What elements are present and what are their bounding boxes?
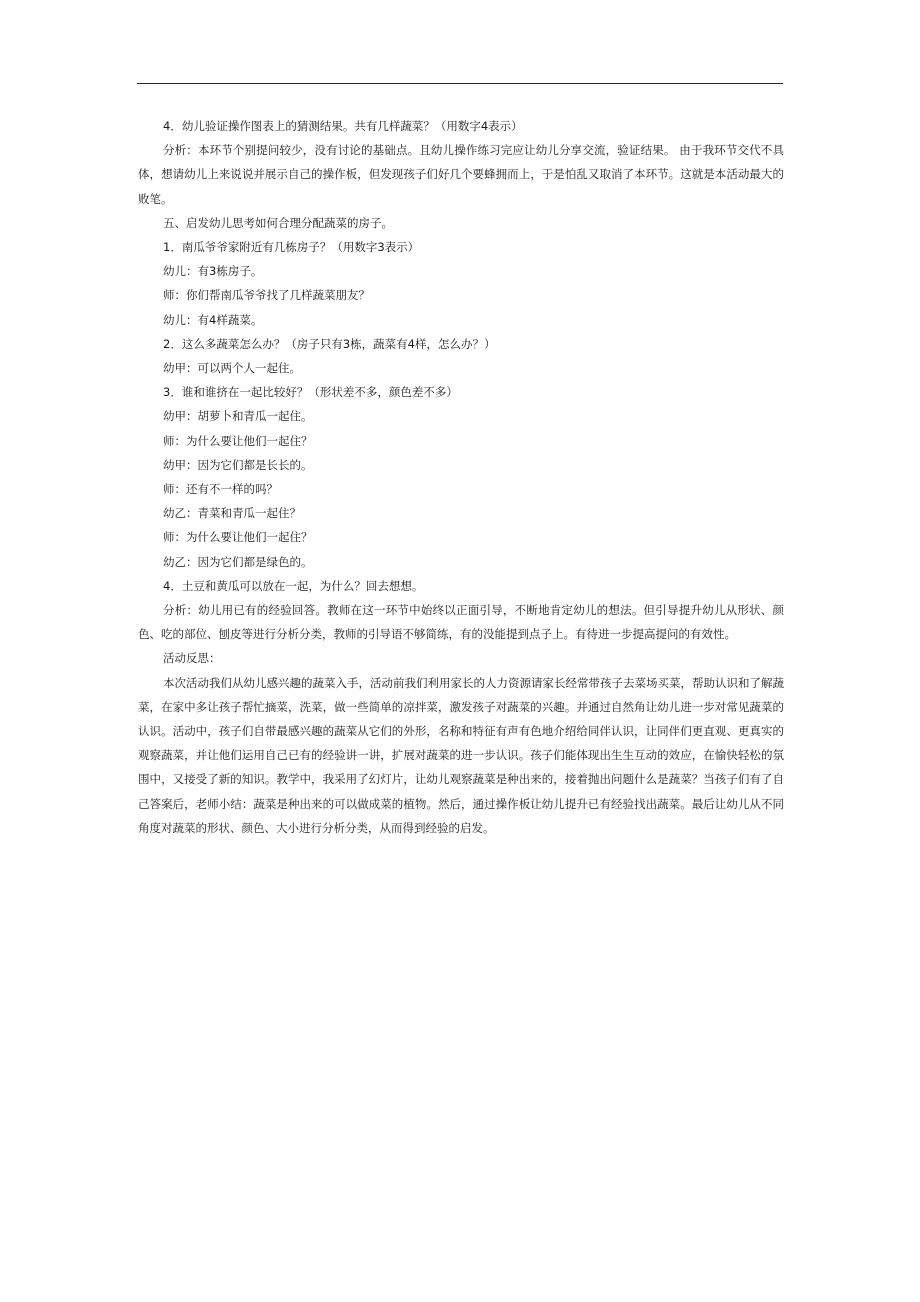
paragraph-question-4: 4．土豆和黄瓜可以放在一起，为什么？回去想想。 bbox=[163, 578, 424, 593]
paragraph-dialogue-3: 幼儿：有4样蔬菜。 bbox=[163, 312, 263, 327]
paragraph-dialogue-4: 幼甲：可以两个人一起住。 bbox=[163, 361, 301, 376]
paragraph-section-5-heading: 五、启发幼儿思考如何合理分配蔬菜的房子。 bbox=[163, 215, 393, 230]
paragraph-dialogue-10: 师：为什么要让他们一起住？ bbox=[163, 530, 313, 545]
paragraph-dialogue-7: 幼甲：因为它们都是长长的。 bbox=[163, 457, 313, 472]
paragraph-dialogue-6: 师：为什么要让他们一起住？ bbox=[163, 433, 313, 448]
paragraph-question-3: 3．谁和谁挤在一起比较好？（形状差不多，颜色差不多） bbox=[163, 385, 458, 400]
paragraph-question-2: 2．这么多蔬菜怎么办？（房子只有3栋，蔬菜有4样，怎么办？） bbox=[163, 336, 496, 351]
paragraph-step-4-verify: 4．幼儿验证操作图表上的猜测结果。共有几样蔬菜？（用数字4表示） bbox=[163, 119, 523, 133]
paragraph-question-1: 1．南瓜爷爷家附近有几栋房子？（用数字3表示） bbox=[163, 240, 420, 255]
paragraph-analysis-1: 分析：本环节个别提问较少，没有讨论的基础点。且幼儿操作练习完应让幼儿分享交流，验证结果。 由于我环节交代不具体，想请幼儿上来说说并展示自己的操作板，但发现孩子们好几个要蜂拥而上，于是怕乱又取消了本环节。这就是本活动最大的败笔。 bbox=[138, 143, 784, 206]
paragraph-reflection-body: 本次活动我们从幼儿感兴趣的蔬菜入手，活动前我们利用家长的人力资源请家长经常带孩子去菜场买菜，帮助认识和了解蔬菜，在家中多让孩子帮忙摘菜，洗菜，做一些简单的凉拌菜，激发孩子对蔬菜的兴趣。并通过自然角让幼儿进一步对常见蔬菜的认识。活动中，孩子们自带最感兴趣的蔬菜从它们的外形，名称和特征有声有色地介绍给同伴认识，让同伴们更直观、更真实的观察蔬菜，并让他们运用自己已有的经验讲一讲，扩展对蔬菜的进一步认识。孩子们能体现出生生互动的效应，在愉快轻松的氛围中，又接受了新的知识。教学中，我采用了幻灯片，让幼儿观察蔬菜是种出来的，接着抛出问题什么是蔬菜？当孩子们有了自己答案后，老师小结：蔬菜是种出来的可以做成菜的植物。然后，通过操作板让幼儿提升已有经验找出蔬菜。最后让幼儿从不同角度对蔬菜的形状、颜色、大小进行分析分类，从而得到经验的启发。 bbox=[138, 675, 784, 835]
paragraph-dialogue-8: 师：还有不一样的吗？ bbox=[163, 482, 278, 497]
paragraph-dialogue-2: 师：你们帮南瓜爷爷找了几样蔬菜朋友？ bbox=[163, 288, 370, 303]
paragraph-dialogue-5: 幼甲：胡萝卜和青瓜一起住。 bbox=[163, 409, 313, 424]
paragraph-dialogue-1: 幼儿：有3栋房子。 bbox=[163, 264, 263, 279]
paragraph-dialogue-9: 幼乙：青菜和青瓜一起住？ bbox=[163, 506, 301, 521]
paragraph-dialogue-11: 幼乙：因为它们都是绿色的。 bbox=[163, 554, 313, 569]
paragraph-reflection-heading: 活动反思： bbox=[163, 651, 221, 666]
header-rule bbox=[137, 83, 783, 84]
document-body bbox=[138, 114, 784, 840]
paragraph-analysis-2: 分析：幼儿用已有的经验回答。教师在这一环节中始终以正面引导，不断地肯定幼儿的想法。但引导提升幼儿从形状、颜色、吃的部位、刨皮等进行分析分类，教师的引导语不够简练，有的没能提到点子上。有待进一步提高提问的有效性。 bbox=[138, 603, 784, 642]
